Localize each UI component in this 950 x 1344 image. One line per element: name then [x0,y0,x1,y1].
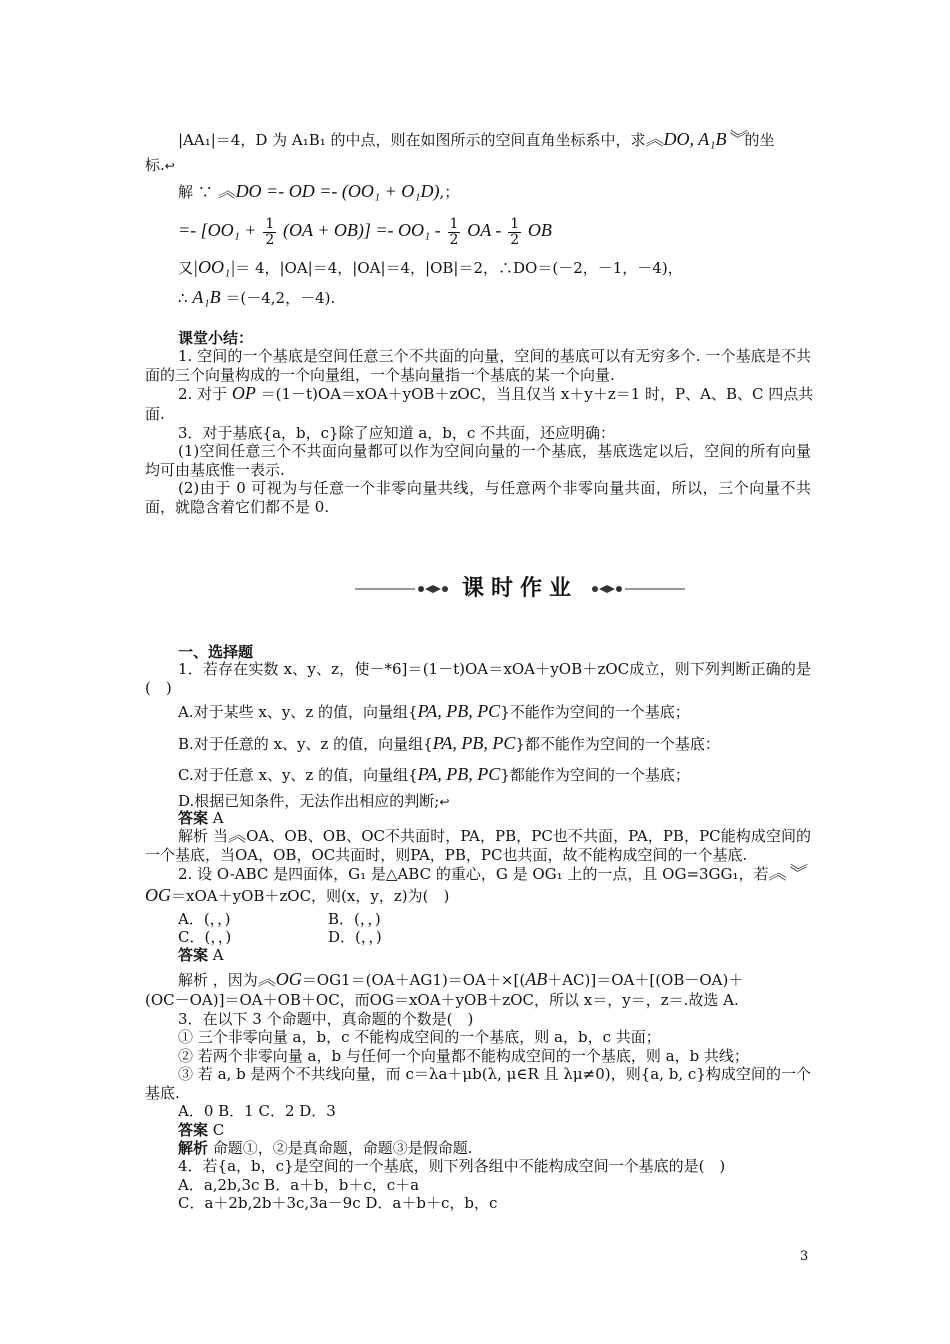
section-heading: 课堂小结： [178,329,254,347]
text-line [178,258,811,278]
option-line: D.根据已知条件，无法作出相应的判断;↩ [178,792,450,810]
text-span: 的坐 [744,131,775,149]
text-span: ,； [439,183,460,201]
explanation-cont: (OC－OA)]＝OA＋OB＋OC，而OG＝xOA＋yOB＋zOC，所以 x＝，y＝，z＝.故选 A. [145,991,739,1009]
formula-part: PA, PB, PC [417,701,501,721]
text-line: 3．对于基底{a，b，c}除了应知道 a，b，c 不共面，还应明确： [178,424,616,442]
question: 2. 设 O-ABC 是四面体，G₁ 是△ABC 的重心，G 是 OG₁ 上的一点，且 OG=3GG₁，若︽︾ [178,863,805,883]
question: 3．在以下 3 个命题中，真命题的个数是( ) [178,1010,474,1028]
formula-part: |OO₁| [193,257,236,277]
answer-label: 答案 [178,809,209,827]
statement: ③ 若 a, b 是两个不共线向量，而 c＝λa＋μb(λ, μ∈R 且 λμ≠0)，则{a, b, c}构成空间的一个基底. [145,1065,811,1102]
formula-part: PA, PB, PC [417,764,501,784]
option-a: A．(，，) [178,910,231,928]
formula-part: OG [145,885,171,905]
answer-value: A [212,809,224,827]
explanation: 解析 命题①，②是真命题，命题③是假命题. [178,1139,473,1157]
statement: ① 三个非零向量 a，b，c 不能构成空间的一个基底，则 a，b，c 共面； [178,1028,661,1046]
options-row: A．a,2b,3c B．a＋b，b＋c，c＋a [178,1176,420,1194]
section-heading: 一、选择题 [178,643,254,661]
answer-line: 答案 C [178,1121,225,1139]
text-span: 2. 对于 [178,385,228,403]
options-row [178,910,811,929]
paragraph: 1. 空间的一个基底是空间任意三个不共面的向量，空间的基底可以有无穷多个. 一个基底是不共面的三个向量构成的一个向量组，一个基向量指一个基底的某一个向量. [145,347,811,384]
option-b: B．(，，) [328,910,381,928]
text-span: 标. [145,156,165,174]
answer-line: 答案 A [178,946,224,964]
explanation: 解析 ，因为︽OG＝OG1＝(OA＋AG1)＝OA＋×[(AB＋AC)]＝OA＋[(OB－OA)＋ [178,969,744,989]
option-c: C．(，，) [178,928,232,946]
statement: ② 若两个非零向量 a，b 与任何一个向量都不能构成空间的一个基底，则 a，b 共线； [178,1047,749,1065]
question-cont: OG＝xOA＋yOB＋zOC，则(x，y，z)为( ) [145,885,450,905]
option-line: A.对于某些 x、y、z 的值，向量组{PA, PB, PC}不能作为空间的一个基底； [178,701,690,721]
decoration-icon: ↩ [164,159,175,173]
formula-part: =- [OO₁ + [178,220,257,240]
text-span: ＝ 4，|OA|＝4，|OA|＝4，|OB|＝2，∴DO＝(－2，－1，－4)， [235,259,683,277]
fraction: $\frac{1}{2}$ [510,215,520,248]
question: 1．若存在实数 x、y、z，使－*6]＝(1－t)OA＝xOA＋yOB＋zOC成立，则下列判断正确的是( ) [145,660,811,697]
option-line: C.对于任意 x、y、z 的值，向量组{PA, PB, PC}都能作为空间的一个基底； [178,764,690,784]
vector-symbol: ︽DO =- OD =- (OO₁ + O₁D) [217,181,440,201]
text-span: 又 [178,259,194,277]
options-row [178,928,811,947]
banner-title: 课时作业 [461,576,578,601]
formula-part: OP [231,383,256,403]
vector-symbol: ︽DO, A₁B︾ [645,129,745,149]
paragraph: (1)空间任意三个不共面向量都可以作为空间向量的一个基底，基底选定以后，空间的所有向量均可由基底惟一表示. [145,442,811,479]
text-line [178,288,811,308]
formula-part: OA - [467,220,502,240]
formula-part: (OA + OB)] =- OO₁ - [283,220,441,240]
text-line [145,156,811,176]
formula-part: A₁B [192,287,221,307]
text-span: ＝(1－t)OA＝xOA＋yOB＋zOC，当且仅当 x＋y＋z＝1 时，P、A、B、C 四点共 [260,385,814,403]
question: 4．若{a，b，c}是空间的一个基底，则下列各组中不能构成空间一个基底的是( ) [178,1157,726,1175]
formula-line [178,212,811,248]
text-line [178,130,811,150]
formula-part: OB [527,220,552,240]
option-d: D．(，，) [328,928,382,946]
fraction: $\frac{1}{2}$ [265,215,275,248]
fraction: $\frac{1}{2}$ [449,215,459,248]
section-banner [355,574,685,604]
options-row: A．0 B．1 C．2 D．3 [178,1102,336,1120]
text-span: |AA₁|＝4，D 为 A₁B₁ 的中点，则在如图所示的空间直角坐标系中，求 [178,131,646,149]
page-number: 3 [800,1249,809,1264]
explanation: 解析 当︽OA、OB、OB、OC不共面时，PA，PB，PC也不共面，PA，PB，PC能构成空间的一个基底，当OA，OB，OC共面时，则PA，PB，PC也共面，故不能构成空间的一个基底. [145,825,811,864]
formula-part: PA, PB, PC [432,733,516,753]
paragraph: (2)由于 0 可视为与任意一个非零向量共线，与任意两个非零向量共面，所以，三个向量不共面，就隐含着它们都不是 0. [145,479,811,516]
text-line [178,182,811,202]
text-line [178,383,814,404]
text-span: ∴ [178,289,188,307]
option-line: B.对于任意的 x、y、z 的值，向量组{PA, PB, PC}都不能作为空间的一个基底： [178,733,720,753]
text-span: 解 ∵ [178,183,213,201]
options-row: C．a＋2b,2b＋3c,3a－9c D．a＋b＋c，b，c [178,1194,498,1212]
decoration-icon: ↩ [439,795,450,809]
text-span: ＝(－4,2，－4). [225,289,336,307]
text-line: 面. [145,405,165,423]
